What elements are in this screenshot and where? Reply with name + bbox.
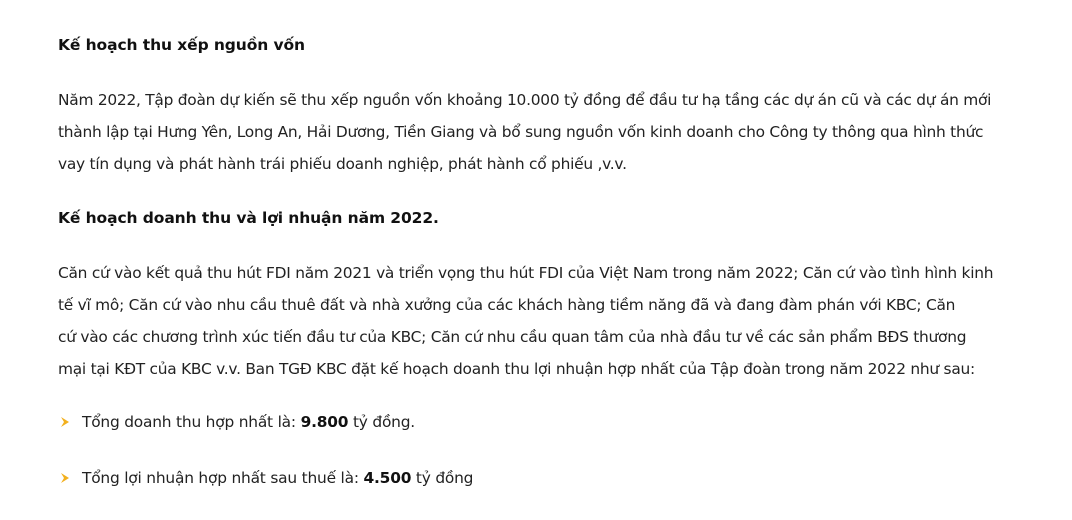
bullet-text-suffix: tỷ đồng xyxy=(411,469,474,487)
paragraph-line: thành lập tại Hưng Yên, Long An, Hải Dương, Tiền Giang và bổ sung nguồn vốn kinh doanh cho Công ty thông qua hình thức xyxy=(58,123,984,141)
chevron-right-icon xyxy=(60,416,70,428)
chevron-right-icon xyxy=(60,472,70,484)
bullet-text-suffix: tỷ đồng. xyxy=(348,413,415,431)
paragraph-capital-arrangement xyxy=(58,84,1033,180)
profit-value: 4.500 xyxy=(363,469,412,487)
bullet-text-prefix: Tổng doanh thu hợp nhất là: xyxy=(82,413,301,431)
paragraph-line: tế vĩ mô; Căn cứ vào nhu cầu thuê đất và nhà xưởng của các khách hàng tiềm năng đã và đang đàm phán với KBC; Căn xyxy=(58,296,956,314)
paragraph-revenue-profit-plan xyxy=(58,257,1033,385)
revenue-value: 9.800 xyxy=(300,413,349,431)
paragraph-line: vay tín dụng và phát hành trái phiếu doanh nghiệp, phát hành cổ phiếu ,v.v. xyxy=(58,155,627,173)
bullet-text-prefix: Tổng lợi nhuận hợp nhất sau thuế là: xyxy=(82,469,364,487)
paragraph-line: mại tại KĐT của KBC v.v. Ban TGĐ KBC đặt kế hoạch doanh thu lợi nhuận hợp nhất của Tập đoàn trong năm 2022 như sau: xyxy=(58,360,975,378)
paragraph-line: Căn cứ vào kết quả thu hút FDI năm 2021 và triển vọng thu hút FDI của Việt Nam trong năm 2022; Căn cứ vào tình hình kinh xyxy=(58,264,994,282)
paragraph-line: cứ vào các chương trình xúc tiến đầu tư của KBC; Căn cứ nhu cầu quan tâm của nhà đầu tư về các sản phẩm BĐS thương xyxy=(58,328,967,346)
heading-revenue-profit-plan: Kế hoạch doanh thu và lợi nhuận năm 2022. xyxy=(58,209,439,227)
paragraph-line: Năm 2022, Tập đoàn dự kiến sẽ thu xếp nguồn vốn khoảng 10.000 tỷ đồng để đầu tư hạ tầng các dự án cũ và các dự án mới xyxy=(58,91,992,109)
bullet-item-profit xyxy=(58,469,473,487)
heading-capital-arrangement: Kế hoạch thu xếp nguồn vốn xyxy=(58,36,305,54)
bullet-item-revenue xyxy=(58,413,415,431)
